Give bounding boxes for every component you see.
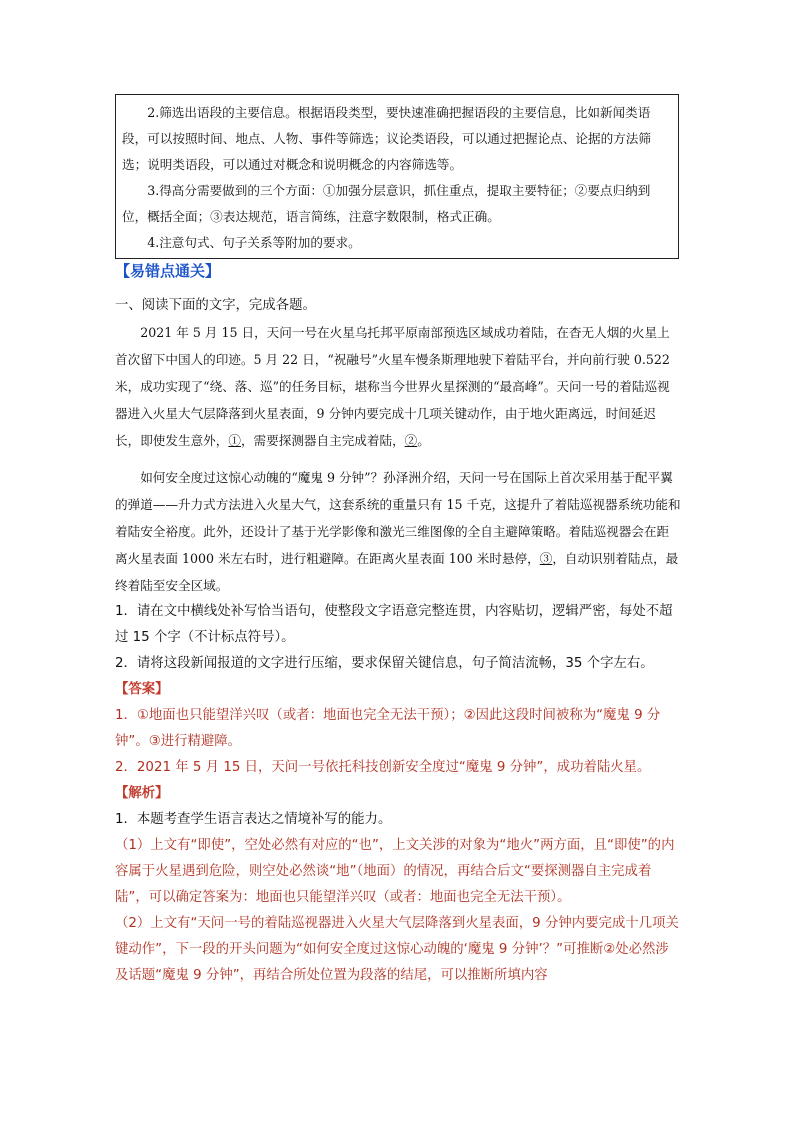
answer-2: 2．2021 年 5 月 15 日，天问一号依托科技创新安全度过“魔鬼 9 分钟”，成功着陆火星。 xyxy=(115,760,651,775)
analysis-3: （2）上文有“天问一号的着陆巡视器进入火星大气层降落到火星表面，9 分钟内要完成十几项关键动作”，下一段的开头问题为“如何安全度过这惊心动魄的‘魔鬼 9 分钟’？”可推断②处必然涉及话题“魔鬼 9 分钟”，再结合所处位置为段落的结尾，可以推断所填内容 xyxy=(115,916,679,983)
tip-2: 2.筛选出语段的主要信息。根据语段类型，要快速准确把握语段的主要信息，比如新闻类语段，可以按照时间、地点、人物、事件等筛选；议论类语段，可以通过把握论点、论据的方法筛选；说明类语段，可以通过对概念和说明概念的内容筛选等。 xyxy=(122,105,651,172)
tip-4: 4.注意句式、句子关系等附加的要求。 xyxy=(147,235,361,250)
blank-2: ② xyxy=(404,433,418,448)
section-title: 【易错点通关】 xyxy=(115,262,221,280)
tips-box xyxy=(115,94,679,259)
blank-1: ① xyxy=(228,433,241,448)
news-paragraph-1: 2021 年 5 月 15 日，天问一号在火星乌托邦平原南部预选区域成功着陆，在杳无人烟的火星上首次留下中国人的印迹。5 月 22 日，“祝融号”火星车慢条斯理地驶下着陆平台，并向前行驶 0.522 米，成功实现了“绕、落、巡”的任务目标，堪称当今世界火星探测的“最高峰”。天问一号的着陆巡视器进入火星大气层降落到火星表面，9 分钟内要完成十几项关键动作，由于地火距离远，时间延迟长，即使发生意外，①，需要探测器自主完成着陆，②。 xyxy=(115,325,670,448)
answer-1: 1．①地面也只能望洋兴叹（或者：地面也完全无法干预）；②因此这段时间被称为“魔鬼 9 分钟”。③进行精避障。 xyxy=(115,708,661,749)
analysis-1: 1．本题考查学生语言表达之情境补写的能力。 xyxy=(115,812,392,827)
question-1: 1．请在文中横线处补写恰当语句，使整段文字语意完整连贯，内容贴切，逻辑严密，每处不超过 15 个字（不计标点符号）。 xyxy=(115,604,673,645)
question-intro: 一、阅读下面的文字，完成各题。 xyxy=(115,298,316,313)
question-2: 2．请将这段新闻报道的文字进行压缩，要求保留关键信息，句子简洁流畅，35 个字左右。 xyxy=(115,656,654,671)
question-content xyxy=(115,293,681,989)
analysis-2: （1）上文有“即使”，空处必然有对应的“也”，上文关涉的对象为“地火”两方面，且“即使”的内容属于火星遇到危险，则空处必然谈“地”（地面）的情况，再结合后文“要探测器自主完成着陆”，可以确定答案为：地面也只能望洋兴叹（或者：地面也完全无法干预）。 xyxy=(115,838,675,905)
blank-3: ③ xyxy=(539,551,553,566)
tip-3: 3.得高分需要做到的三个方面：①加强分层意识，抓住重点，提取主要特征；②要点归纳到位，概括全面；③表达规范，语言简练，注意字数限制，格式正确。 xyxy=(122,183,651,224)
answer-label: 【答案】 xyxy=(115,682,169,697)
news-paragraph-2: 如何安全度过这惊心动魄的“魔鬼 9 分钟”？孙泽洲介绍，天问一号在国际上首次采用基于配平翼的弹道——升力式方法进入火星大气，这套系统的重量只有 15 千克，这提升了着陆巡视器系统功能和着陆安全裕度。此外，还设计了基于光学影像和激光三维图像的全自主避障策略。着陆巡视器会在距离火星表面 1000 米左右时，进行粗避障。在距离火星表面 100 米时悬停，③，自动识别着陆点，最终着陆至安全区域。 xyxy=(115,470,681,593)
analysis-label: 【解析】 xyxy=(115,786,169,801)
